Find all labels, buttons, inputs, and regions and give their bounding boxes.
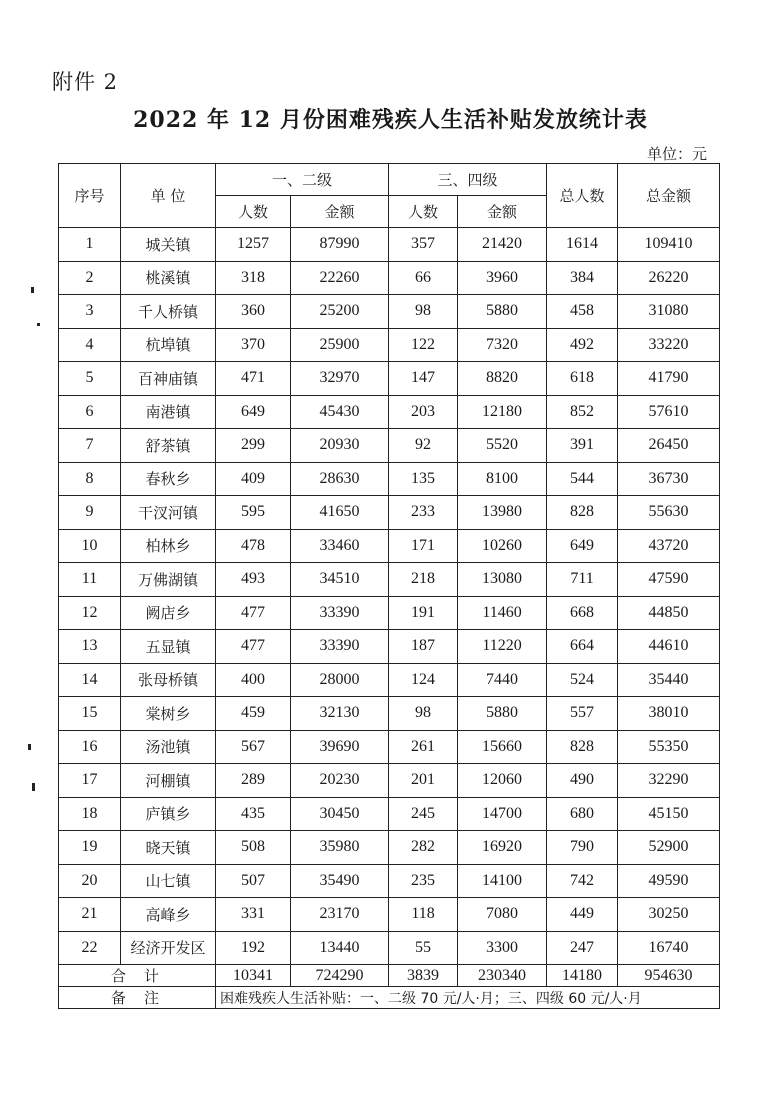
total-amount: 47590 [618,563,720,597]
row-unit: 晓天镇 [121,831,216,865]
table-row [59,395,720,429]
row-unit: 春秋乡 [121,462,216,496]
table-row [59,563,720,597]
grade34-amount: 14100 [458,864,547,898]
grade34-people: 171 [389,529,458,563]
attachment-label: 附件 2 [52,70,119,94]
row-seq: 16 [59,730,121,764]
total-people: 790 [547,831,618,865]
grade34-amount: 7320 [458,328,547,362]
grade12-amount: 30450 [291,797,389,831]
grade34-amount: 8100 [458,462,547,496]
total-amount: 55350 [618,730,720,764]
total-people: 524 [547,663,618,697]
row-unit: 千人桥镇 [121,295,216,329]
total-amount: 16740 [618,931,720,965]
total-cell: 10341 [216,965,291,987]
total-amount: 49590 [618,864,720,898]
grade12-amount: 41650 [291,496,389,530]
header-grade-1-2: 一、二级 [216,164,389,196]
total-people: 711 [547,563,618,597]
header-unit: 单 位 [121,164,216,228]
total-amount: 109410 [618,228,720,262]
row-seq: 13 [59,630,121,664]
total-row [59,965,720,987]
header-seq: 序号 [59,164,121,228]
row-unit: 张母桥镇 [121,663,216,697]
remark-text: 困难残疾人生活补贴：一、二级 70 元/人·月；三、四级 60 元/人·月 [216,987,720,1009]
grade12-people: 370 [216,328,291,362]
grade12-people: 508 [216,831,291,865]
total-people: 391 [547,429,618,463]
total-amount: 38010 [618,697,720,731]
grade12-amount: 20230 [291,764,389,798]
table-row [59,596,720,630]
grade12-amount: 22260 [291,261,389,295]
table-row [59,764,720,798]
scan-mark [32,783,35,791]
total-people: 490 [547,764,618,798]
grade12-people: 471 [216,362,291,396]
grade12-people: 477 [216,596,291,630]
grade12-people: 477 [216,630,291,664]
table-row [59,362,720,396]
header-grade-3-4: 三、四级 [389,164,547,196]
grade12-people: 400 [216,663,291,697]
grade34-people: 92 [389,429,458,463]
scan-mark [31,287,34,293]
row-seq: 4 [59,328,121,362]
grade34-people: 282 [389,831,458,865]
grade34-people: 191 [389,596,458,630]
total-people: 618 [547,362,618,396]
grade34-amount: 11460 [458,596,547,630]
row-seq: 3 [59,295,121,329]
grade12-people: 649 [216,395,291,429]
table-row [59,228,720,262]
grade34-amount: 3300 [458,931,547,965]
total-people: 828 [547,730,618,764]
total-people: 664 [547,630,618,664]
row-unit: 庐镇乡 [121,797,216,831]
scan-mark [28,744,31,750]
row-seq: 21 [59,898,121,932]
total-cell: 3839 [389,965,458,987]
grade12-amount: 33390 [291,596,389,630]
grade34-amount: 16920 [458,831,547,865]
row-seq: 20 [59,864,121,898]
total-people: 449 [547,898,618,932]
grade34-people: 147 [389,362,458,396]
grade12-amount: 28000 [291,663,389,697]
grade34-amount: 5880 [458,295,547,329]
total-people: 680 [547,797,618,831]
grade34-amount: 10260 [458,529,547,563]
grade12-people: 478 [216,529,291,563]
row-unit: 阙店乡 [121,596,216,630]
total-amount: 26220 [618,261,720,295]
table-row [59,697,720,731]
table-row [59,630,720,664]
grade12-amount: 35980 [291,831,389,865]
row-unit: 南港镇 [121,395,216,429]
table-row [59,663,720,697]
table-row [59,261,720,295]
row-unit: 棠树乡 [121,697,216,731]
table-row [59,529,720,563]
grade34-amount: 8820 [458,362,547,396]
grade34-people: 218 [389,563,458,597]
header-amount: 金额 [291,196,389,228]
grade12-amount: 20930 [291,429,389,463]
grade34-amount: 12180 [458,395,547,429]
total-people: 852 [547,395,618,429]
grade34-amount: 7080 [458,898,547,932]
row-seq: 5 [59,362,121,396]
row-unit: 五显镇 [121,630,216,664]
grade12-people: 567 [216,730,291,764]
total-amount: 33220 [618,328,720,362]
row-seq: 6 [59,395,121,429]
row-seq: 1 [59,228,121,262]
grade12-amount: 32130 [291,697,389,731]
total-amount: 45150 [618,797,720,831]
header-amount: 金额 [458,196,547,228]
total-people: 544 [547,462,618,496]
header-total-people: 总人数 [547,164,618,228]
grade12-people: 595 [216,496,291,530]
grade12-amount: 87990 [291,228,389,262]
table-row [59,797,720,831]
row-seq: 7 [59,429,121,463]
grade12-people: 493 [216,563,291,597]
total-amount: 41790 [618,362,720,396]
grade12-people: 507 [216,864,291,898]
total-people: 247 [547,931,618,965]
grade12-people: 435 [216,797,291,831]
grade12-people: 459 [216,697,291,731]
row-seq: 14 [59,663,121,697]
grade12-amount: 13440 [291,931,389,965]
header-people: 人数 [216,196,291,228]
total-people: 649 [547,529,618,563]
total-amount: 57610 [618,395,720,429]
row-unit: 舒茶镇 [121,429,216,463]
grade12-amount: 34510 [291,563,389,597]
total-amount: 36730 [618,462,720,496]
table-row [59,931,720,965]
row-unit: 高峰乡 [121,898,216,932]
grade34-amount: 13980 [458,496,547,530]
grade34-amount: 3960 [458,261,547,295]
table-row [59,462,720,496]
grade12-amount: 28630 [291,462,389,496]
total-amount: 26450 [618,429,720,463]
table-row [59,831,720,865]
grade12-amount: 23170 [291,898,389,932]
row-unit: 干汊河镇 [121,496,216,530]
row-unit: 百神庙镇 [121,362,216,396]
table-row [59,496,720,530]
row-unit: 桃溪镇 [121,261,216,295]
grade34-people: 118 [389,898,458,932]
grade34-people: 357 [389,228,458,262]
row-unit: 河棚镇 [121,764,216,798]
grade34-people: 233 [389,496,458,530]
grade34-amount: 15660 [458,730,547,764]
grade34-amount: 5880 [458,697,547,731]
total-amount: 55630 [618,496,720,530]
grade12-amount: 25200 [291,295,389,329]
total-amount: 52900 [618,831,720,865]
remark-label: 备注 [59,987,216,1009]
total-amount: 44850 [618,596,720,630]
unit-label: 单位：元 [646,145,707,163]
grade34-amount: 21420 [458,228,547,262]
header-people: 人数 [389,196,458,228]
grade12-amount: 32970 [291,362,389,396]
grade34-people: 203 [389,395,458,429]
grade12-amount: 39690 [291,730,389,764]
row-seq: 10 [59,529,121,563]
row-seq: 11 [59,563,121,597]
grade34-people: 66 [389,261,458,295]
total-people: 384 [547,261,618,295]
row-seq: 19 [59,831,121,865]
scan-mark [37,323,40,326]
grade34-people: 261 [389,730,458,764]
table-row [59,328,720,362]
table-row [59,898,720,932]
total-people: 668 [547,596,618,630]
grade12-amount: 45430 [291,395,389,429]
total-people: 742 [547,864,618,898]
row-seq: 8 [59,462,121,496]
grade12-people: 409 [216,462,291,496]
total-amount: 32290 [618,764,720,798]
grade12-amount: 25900 [291,328,389,362]
grade34-people: 245 [389,797,458,831]
grade12-people: 299 [216,429,291,463]
row-unit: 汤池镇 [121,730,216,764]
row-seq: 2 [59,261,121,295]
total-people: 1614 [547,228,618,262]
grade12-people: 1257 [216,228,291,262]
total-people: 828 [547,496,618,530]
total-amount: 35440 [618,663,720,697]
row-unit: 经济开发区 [121,931,216,965]
total-label: 合计 [59,965,216,987]
grade12-people: 192 [216,931,291,965]
row-seq: 12 [59,596,121,630]
grade34-people: 55 [389,931,458,965]
grade34-amount: 12060 [458,764,547,798]
grade12-amount: 33390 [291,630,389,664]
total-cell: 14180 [547,965,618,987]
total-cell: 230340 [458,965,547,987]
grade34-people: 187 [389,630,458,664]
row-unit: 柏林乡 [121,529,216,563]
total-amount: 43720 [618,529,720,563]
header-total-amount: 总金额 [618,164,720,228]
row-unit: 山七镇 [121,864,216,898]
table-row [59,429,720,463]
grade34-amount: 5520 [458,429,547,463]
row-unit: 万佛湖镇 [121,563,216,597]
row-seq: 22 [59,931,121,965]
total-cell: 954630 [618,965,720,987]
row-seq: 17 [59,764,121,798]
total-people: 458 [547,295,618,329]
total-people: 557 [547,697,618,731]
grade12-people: 318 [216,261,291,295]
total-amount: 31080 [618,295,720,329]
grade34-amount: 14700 [458,797,547,831]
grade12-people: 360 [216,295,291,329]
row-unit: 城关镇 [121,228,216,262]
table-row [59,864,720,898]
grade12-amount: 35490 [291,864,389,898]
row-seq: 15 [59,697,121,731]
grade12-people: 289 [216,764,291,798]
grade34-people: 235 [389,864,458,898]
table-row [59,730,720,764]
row-unit: 杭埠镇 [121,328,216,362]
grade12-people: 331 [216,898,291,932]
grade34-people: 201 [389,764,458,798]
statistics-table [58,163,720,1009]
grade34-people: 98 [389,697,458,731]
grade34-amount: 13080 [458,563,547,597]
row-seq: 18 [59,797,121,831]
grade34-amount: 7440 [458,663,547,697]
grade12-amount: 33460 [291,529,389,563]
total-cell: 724290 [291,965,389,987]
grade34-people: 98 [389,295,458,329]
table-body [59,228,720,965]
document-title: 2022 年 12 月份困难残疾人生活补贴发放统计表 [133,107,648,133]
total-people: 492 [547,328,618,362]
grade34-people: 124 [389,663,458,697]
grade34-people: 122 [389,328,458,362]
total-amount: 44610 [618,630,720,664]
table-row [59,295,720,329]
remark-row [59,987,720,1009]
grade34-amount: 11220 [458,630,547,664]
total-amount: 30250 [618,898,720,932]
row-seq: 9 [59,496,121,530]
grade34-people: 135 [389,462,458,496]
